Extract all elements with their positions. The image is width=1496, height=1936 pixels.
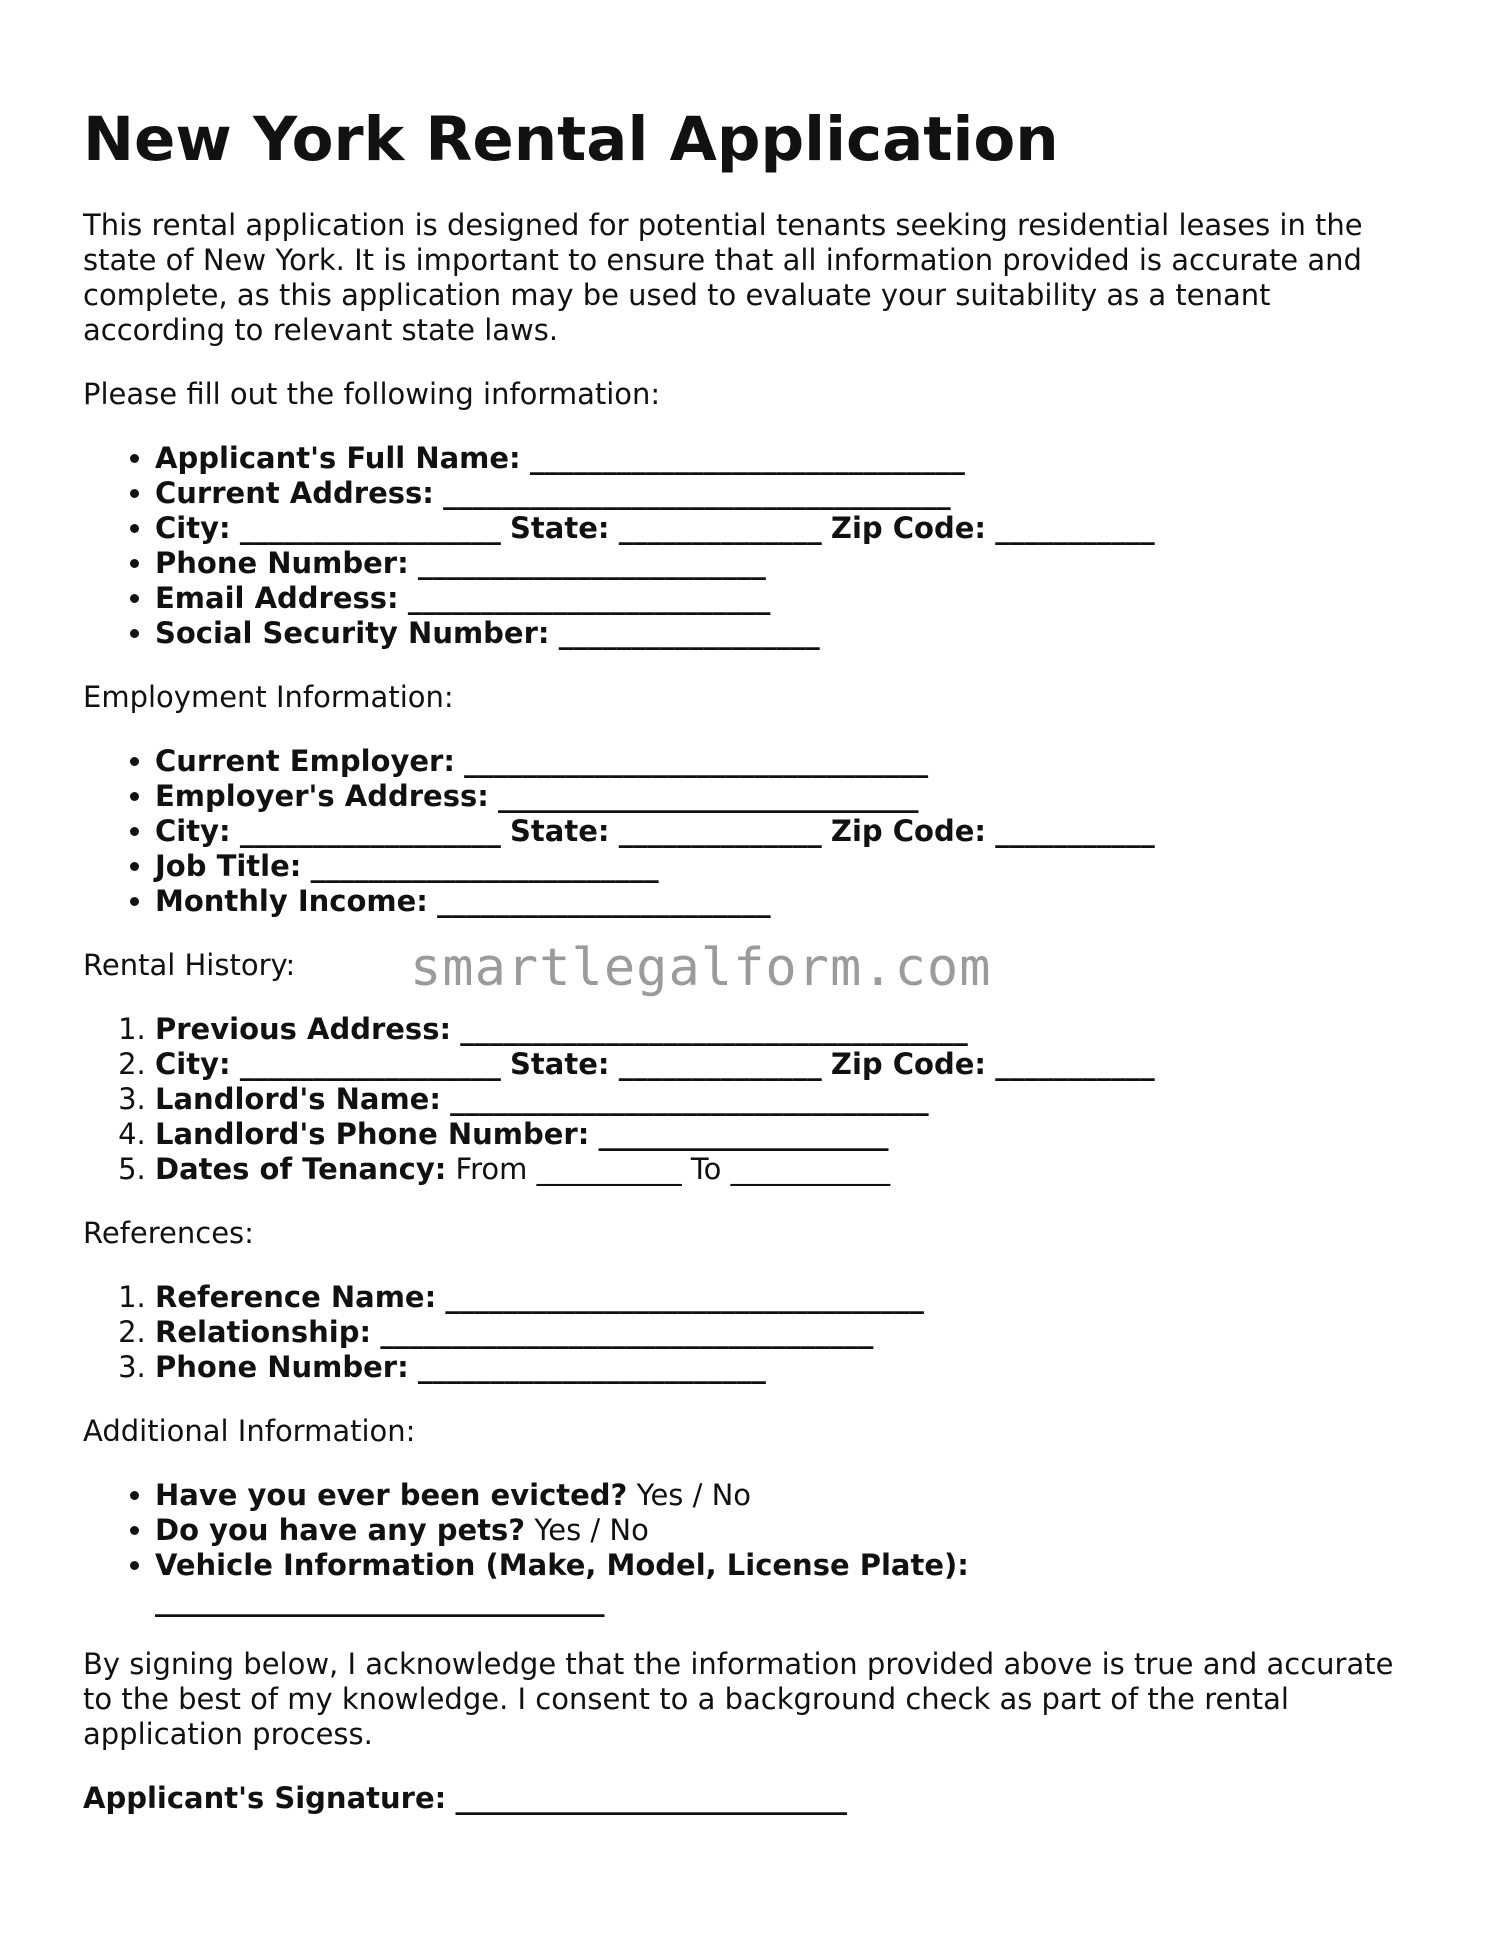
relationship-label: Relationship: <box>155 1315 372 1349</box>
reference-phone-field[interactable]: ________________________ <box>417 1350 766 1384</box>
landlord-phone-field[interactable]: ____________________ <box>598 1117 889 1151</box>
list-item <box>155 884 1413 919</box>
city-field[interactable]: __________________ <box>239 814 501 848</box>
zip-label: Zip Code: <box>830 511 986 545</box>
rental-history-list <box>83 1012 1413 1187</box>
signature-line <box>83 1781 1413 1816</box>
watermark-text: smartlegalform.com <box>410 938 992 998</box>
city-field[interactable]: __________________ <box>239 1047 501 1081</box>
list-item <box>155 546 1413 581</box>
email-field[interactable]: _________________________ <box>407 581 771 615</box>
zip-field[interactable]: ___________ <box>995 511 1155 545</box>
list-item <box>155 441 1413 476</box>
from-date-field[interactable]: __________ <box>536 1152 682 1186</box>
list-item <box>155 849 1413 884</box>
state-field[interactable]: ______________ <box>618 814 822 848</box>
evicted-options[interactable]: Yes / No <box>636 1478 752 1512</box>
zip-field[interactable]: ___________ <box>995 814 1155 848</box>
signature-label: Applicant's Signature: <box>83 1781 447 1815</box>
vehicle-info-label: Vehicle Information (Make, Model, License Plate): <box>155 1548 969 1582</box>
previous-address-field[interactable]: ___________________________________ <box>460 1012 968 1046</box>
list-item <box>155 1548 1413 1618</box>
pets-question: Do you have any pets? <box>155 1513 526 1547</box>
reference-name-field[interactable]: _________________________________ <box>445 1280 924 1314</box>
list-item <box>155 744 1413 779</box>
tenancy-dates-label: Dates of Tenancy: <box>155 1152 447 1186</box>
list-item <box>155 1315 1413 1350</box>
to-date-field[interactable]: ___________ <box>730 1152 891 1186</box>
reference-phone-label: Phone Number: <box>155 1350 409 1384</box>
phone-field[interactable]: ________________________ <box>417 546 766 580</box>
employment-list <box>83 744 1413 919</box>
address-label: Current Address: <box>155 476 434 510</box>
relationship-field[interactable]: __________________________________ <box>380 1315 874 1349</box>
instructions-text: Please fill out the following information: <box>83 377 661 411</box>
ssn-label: Social Security Number: <box>155 616 550 650</box>
zip-field[interactable]: ___________ <box>995 1047 1155 1081</box>
pets-options[interactable]: Yes / No <box>534 1513 649 1547</box>
list-item <box>155 511 1413 546</box>
evicted-question: Have you ever been evicted? <box>155 1478 628 1512</box>
zip-label: Zip Code: <box>830 1047 986 1081</box>
employer-label: Current Employer: <box>155 744 455 778</box>
address-field[interactable]: ___________________________________ <box>443 476 951 510</box>
intro-paragraph: This rental application is designed for potential tenants seeking residential leases in the state of New York. It is important to ensure that all information provided is accurate and complete, as this application may be used to evaluate your suitability as a tenant according to relevant state laws. <box>83 208 1363 347</box>
job-title-label: Job Title: <box>155 849 302 883</box>
employer-address-label: Employer's Address: <box>155 779 489 813</box>
city-label: City: <box>155 814 231 848</box>
from-text: From <box>455 1152 528 1186</box>
income-field[interactable]: _______________________ <box>437 884 771 918</box>
list-item <box>155 581 1413 616</box>
list-item <box>155 1117 1413 1152</box>
income-label: Monthly Income: <box>155 884 428 918</box>
list-item <box>155 1082 1413 1117</box>
city-label: City: <box>155 1047 231 1081</box>
ssn-field[interactable]: __________________ <box>558 616 820 650</box>
city-field[interactable]: __________________ <box>239 511 501 545</box>
references-list <box>83 1280 1413 1385</box>
phone-label: Phone Number: <box>155 546 409 580</box>
state-label: State: <box>510 1047 610 1081</box>
applicant-info-list <box>83 441 1413 651</box>
zip-label: Zip Code: <box>830 814 986 848</box>
landlord-name-label: Landlord's Name: <box>155 1082 441 1116</box>
list-item <box>155 1280 1413 1315</box>
email-label: Email Address: <box>155 581 399 615</box>
list-item <box>155 1513 1413 1548</box>
list-item <box>155 1350 1413 1385</box>
employer-field[interactable]: ________________________________ <box>464 744 929 778</box>
full-name-field[interactable]: ______________________________ <box>529 441 965 475</box>
full-name-label: Applicant's Full Name: <box>155 441 521 475</box>
landlord-name-field[interactable]: _________________________________ <box>450 1082 929 1116</box>
to-text: To <box>690 1152 722 1186</box>
employer-address-field[interactable]: _____________________________ <box>498 779 919 813</box>
state-field[interactable]: ______________ <box>618 511 822 545</box>
list-item <box>155 1478 1413 1513</box>
employment-heading: Employment Information: <box>83 680 454 714</box>
reference-name-label: Reference Name: <box>155 1280 437 1314</box>
previous-address-label: Previous Address: <box>155 1012 452 1046</box>
additional-info-heading: Additional Information: <box>83 1414 416 1448</box>
city-label: City: <box>155 511 231 545</box>
list-item <box>155 616 1413 651</box>
list-item <box>155 1047 1413 1082</box>
acknowledgement-paragraph: By signing below, I acknowledge that the information provided above is true and accurate to the best of my knowledge. I consent to a background check as part of the rental application process. <box>83 1647 1394 1751</box>
list-item <box>155 779 1413 814</box>
state-field[interactable]: ______________ <box>618 1047 822 1081</box>
vehicle-info-field[interactable]: _______________________________ <box>155 1583 605 1617</box>
list-item <box>155 814 1413 849</box>
list-item <box>155 1012 1413 1047</box>
page-title: New York Rental Application <box>83 104 1059 175</box>
signature-field[interactable]: ___________________________ <box>455 1781 847 1815</box>
job-title-field[interactable]: ________________________ <box>310 849 659 883</box>
state-label: State: <box>510 511 610 545</box>
additional-info-list <box>83 1478 1413 1618</box>
list-item <box>155 1152 1413 1187</box>
state-label: State: <box>510 814 610 848</box>
references-heading: References: <box>83 1216 254 1250</box>
rental-history-heading: Rental History: <box>83 948 296 982</box>
list-item <box>155 476 1413 511</box>
landlord-phone-label: Landlord's Phone Number: <box>155 1117 590 1151</box>
